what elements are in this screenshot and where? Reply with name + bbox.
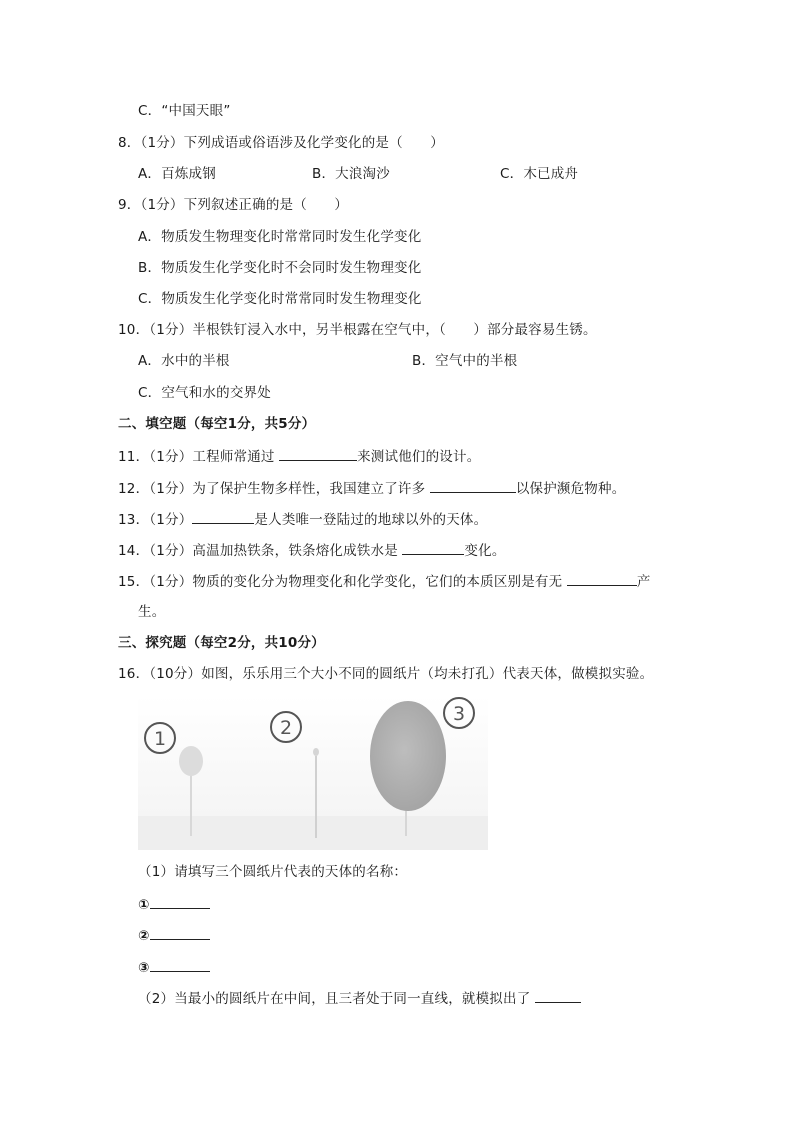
q11-text-after: 来测试他们的设计。: [357, 449, 481, 465]
q15: [118, 571, 651, 591]
svg-text:3: 3: [452, 703, 466, 725]
svg-text:1: 1: [153, 728, 167, 750]
q15-text-after: 产: [636, 574, 651, 590]
q16-sub2: [138, 988, 581, 1008]
blank-marker-1: ①: [138, 897, 150, 913]
tiny-disc: [313, 748, 319, 756]
q8-option-b: B．大浪淘沙: [312, 166, 390, 182]
q14-text-after: 变化。: [464, 543, 506, 559]
q13-answer-blank[interactable]: [192, 509, 254, 524]
q16-blank-row-1: [138, 894, 210, 914]
q9-stem: 9．（1分）下列叙述正确的是（ ）: [118, 197, 349, 213]
q12-text-after: 以保护濒危物种。: [515, 481, 626, 497]
q16-blank-row-3: [138, 957, 210, 977]
q16-stem: 16．（10分）如图，乐乐用三个大小不同的圆纸片（均未打孔）代表天体，做模拟实验。: [118, 666, 654, 682]
q10-option-c: C．空气和水的交界处: [138, 385, 271, 401]
q8-option-c: C．木已成舟: [500, 166, 579, 182]
q12: [118, 478, 625, 498]
q13-text-before: 13．（1分）: [118, 512, 193, 528]
q16-sub2-text: （2）当最小的圆纸片在中间，且三者处于同一直线，就模拟出了: [138, 991, 535, 1007]
q13: [118, 509, 487, 529]
q16-sub1: （1）请填写三个圆纸片代表的天体的名称：: [138, 864, 408, 880]
q16-answer-blank-2[interactable]: [150, 925, 210, 940]
section2-heading: 二、填空题（每空1分，共5分）: [118, 416, 316, 432]
q8-option-a: A．百炼成钢: [138, 166, 216, 182]
q15-answer-blank[interactable]: [567, 571, 637, 586]
q10-option-b: B．空气中的半根: [412, 353, 518, 369]
q16-answer-blank-4[interactable]: [535, 988, 581, 1003]
q13-text-after: 是人类唯一登陆过的地球以外的天体。: [254, 512, 488, 528]
q11-text-before: 11．（1分）工程师常通过: [118, 449, 280, 465]
q7-option-c: C．“中国天眼”: [138, 103, 231, 119]
q9-option-c: C．物质发生化学变化时常常同时发生物理变化: [138, 291, 422, 307]
q11-answer-blank[interactable]: [279, 446, 357, 461]
q14-answer-blank[interactable]: [402, 540, 464, 555]
q12-answer-blank[interactable]: [430, 478, 516, 493]
q10-option-a: A．水中的半根: [138, 353, 230, 369]
svg-text:2: 2: [279, 717, 293, 739]
q15-continuation: 生。: [138, 604, 166, 620]
q12-text-before: 12．（1分）为了保护生物多样性，我国建立了许多: [118, 481, 430, 497]
section3-heading: 三、探究题（每空2分，共10分）: [118, 635, 325, 651]
q16-answer-blank-3[interactable]: [150, 957, 210, 972]
q8-stem: 8．（1分）下列成语或俗语涉及化学变化的是（ ）: [118, 135, 444, 151]
small-disc: [179, 746, 203, 776]
q16-answer-blank-1[interactable]: [150, 894, 210, 909]
q14: [118, 540, 506, 560]
q9-option-b: B．物质发生化学变化时不会同时发生物理变化: [138, 260, 422, 276]
q9-option-a: A．物质发生物理变化时常常同时发生化学变化: [138, 229, 422, 245]
blank-marker-2: ②: [138, 928, 150, 944]
q16-blank-row-2: [138, 925, 210, 945]
large-disc: [370, 701, 446, 811]
blank-marker-3: ③: [138, 960, 150, 976]
q11: [118, 446, 480, 466]
q10-stem: 10．（1分）半根铁钉浸入水中，另半根露在空气中，（ ）部分最容易生锈。: [118, 322, 597, 338]
q14-text-before: 14．（1分）高温加热铁条，铁条熔化成铁水是: [118, 543, 403, 559]
q15-text-before: 15．（1分）物质的变化分为物理变化和化学变化，它们的本质区别是有无: [118, 574, 567, 590]
q16-experiment-photo: [138, 696, 488, 850]
